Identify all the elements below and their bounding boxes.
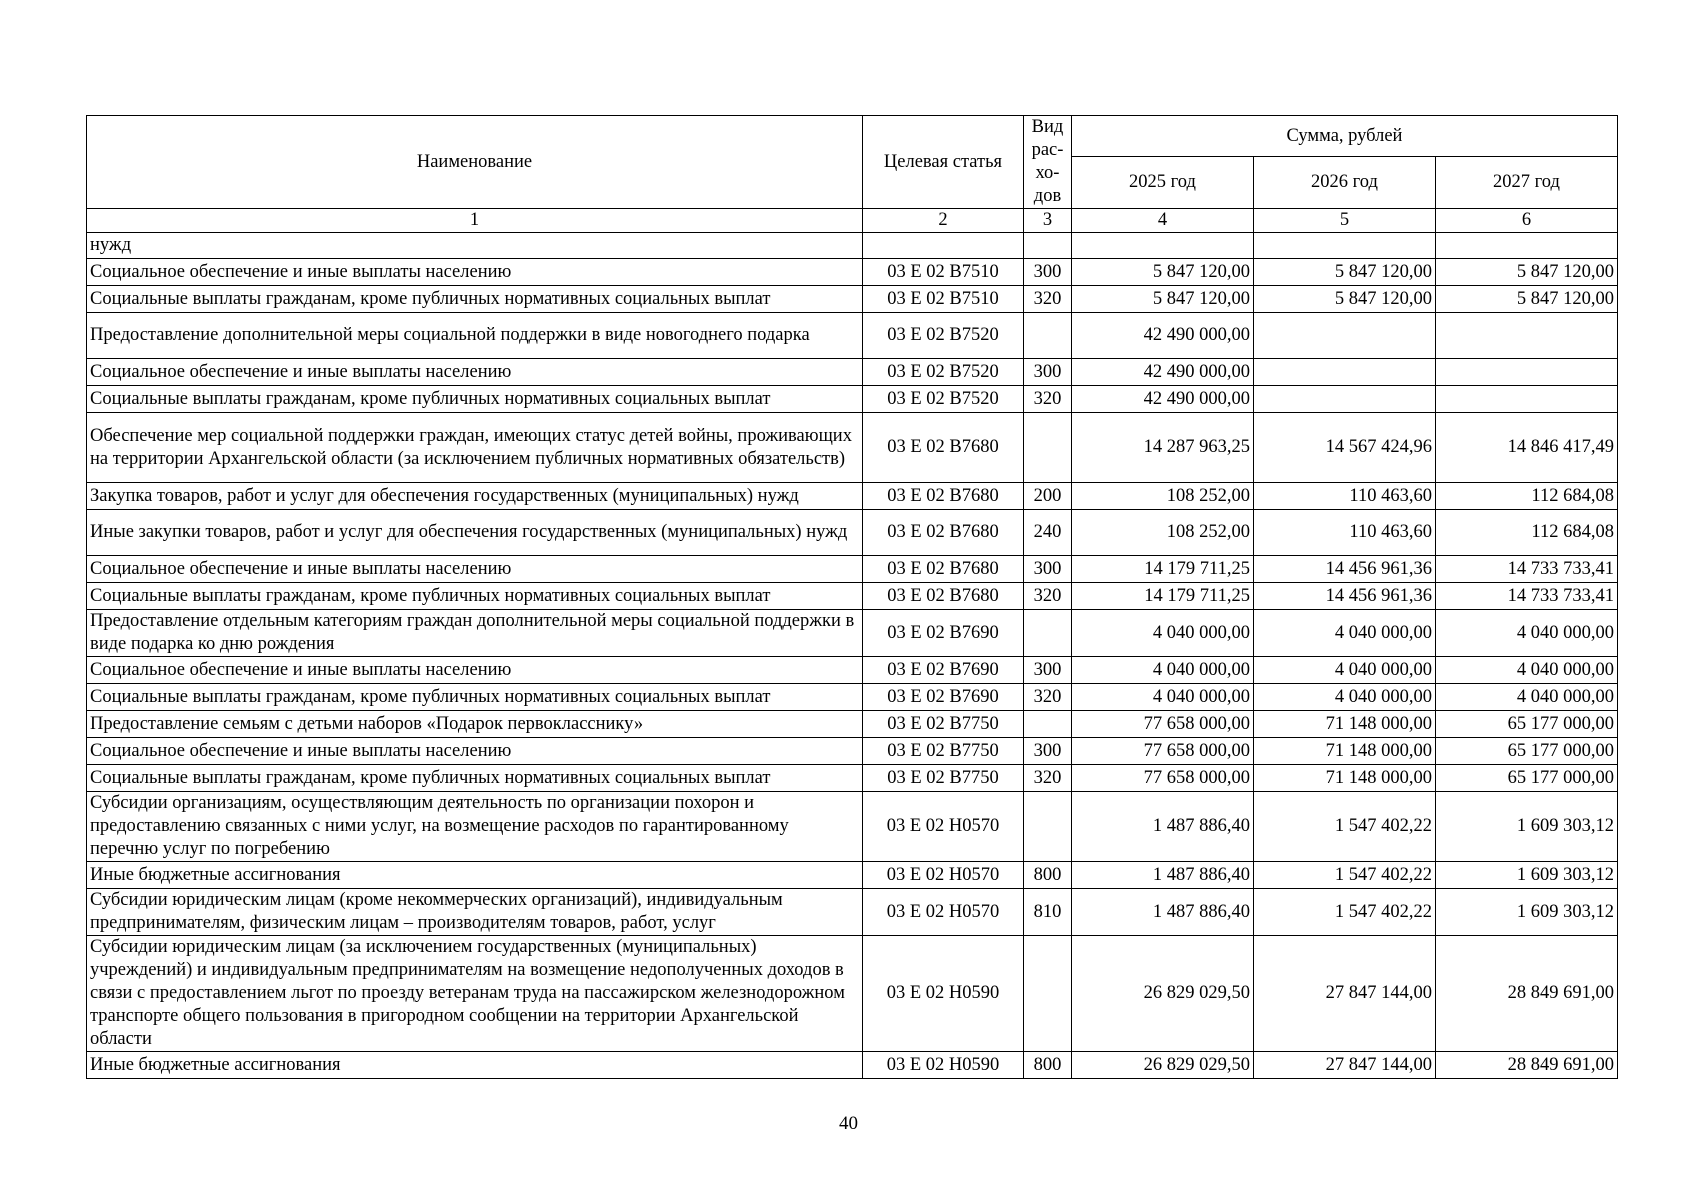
row-amount-2025: 77 658 000,00 (1072, 711, 1254, 738)
row-expense-type: 200 (1024, 483, 1072, 510)
row-target-article (863, 233, 1024, 259)
row-amount-2027: 112 684,08 (1436, 510, 1618, 556)
row-amount-2026 (1254, 386, 1436, 413)
table-row (87, 711, 1618, 738)
row-expense-type: 300 (1024, 657, 1072, 684)
row-amount-2025: 14 287 963,25 (1072, 413, 1254, 483)
row-name: Субсидии юридическим лицам (кроме некоммерческих организаций), индивидуальным предпринимателям, физическим лицам – производителям товаров, работ, услуг (87, 889, 863, 936)
row-amount-2025: 14 179 711,25 (1072, 583, 1254, 610)
row-name: Социальное обеспечение и иные выплаты населению (87, 259, 863, 286)
table-row (87, 386, 1618, 413)
table-row (87, 1052, 1618, 1079)
row-amount-2027 (1436, 233, 1618, 259)
row-amount-2027: 5 847 120,00 (1436, 259, 1618, 286)
row-amount-2027: 14 733 733,41 (1436, 556, 1618, 583)
row-amount-2025: 1 487 886,40 (1072, 862, 1254, 889)
table-row (87, 583, 1618, 610)
row-amount-2025: 5 847 120,00 (1072, 286, 1254, 313)
row-amount-2027: 28 849 691,00 (1436, 1052, 1618, 1079)
row-target-article: 03 Е 02 В7680 (863, 583, 1024, 610)
row-name: Социальное обеспечение и иные выплаты населению (87, 556, 863, 583)
row-amount-2027: 1 609 303,12 (1436, 889, 1618, 936)
row-amount-2027: 5 847 120,00 (1436, 286, 1618, 313)
row-amount-2026: 27 847 144,00 (1254, 936, 1436, 1052)
row-target-article: 03 Е 02 В7690 (863, 684, 1024, 711)
column-number: 1 (87, 209, 863, 233)
row-name: Предоставление отдельным категориям граждан дополнительной меры социальной поддержки в виде подарка ко дню рождения (87, 610, 863, 657)
row-amount-2027: 4 040 000,00 (1436, 657, 1618, 684)
row-amount-2026: 27 847 144,00 (1254, 1052, 1436, 1079)
column-number: 3 (1024, 209, 1072, 233)
table-row (87, 313, 1618, 359)
row-expense-type: 810 (1024, 889, 1072, 936)
row-name: Закупка товаров, работ и услуг для обеспечения государственных (муниципальных) нужд (87, 483, 863, 510)
row-amount-2027 (1436, 386, 1618, 413)
row-amount-2026: 71 148 000,00 (1254, 738, 1436, 765)
header-year-2025: 2025 год (1072, 157, 1254, 209)
budget-table (86, 115, 1618, 1079)
row-expense-type: 300 (1024, 556, 1072, 583)
row-amount-2025: 4 040 000,00 (1072, 657, 1254, 684)
row-target-article: 03 Е 02 В7520 (863, 386, 1024, 413)
row-amount-2025: 77 658 000,00 (1072, 765, 1254, 792)
row-expense-type (1024, 413, 1072, 483)
row-target-article: 03 Е 02 В7690 (863, 657, 1024, 684)
row-amount-2026: 110 463,60 (1254, 510, 1436, 556)
table-row (87, 483, 1618, 510)
row-target-article: 03 Е 02 В7680 (863, 556, 1024, 583)
row-amount-2025: 5 847 120,00 (1072, 259, 1254, 286)
row-expense-type: 320 (1024, 765, 1072, 792)
row-expense-type: 320 (1024, 386, 1072, 413)
row-target-article: 03 Е 02 Н0590 (863, 936, 1024, 1052)
table-row (87, 792, 1618, 862)
row-amount-2025: 26 829 029,50 (1072, 936, 1254, 1052)
row-target-article: 03 Е 02 В7680 (863, 483, 1024, 510)
row-amount-2027 (1436, 359, 1618, 386)
row-amount-2025: 108 252,00 (1072, 483, 1254, 510)
row-name: Обеспечение мер социальной поддержки граждан, имеющих статус детей войны, проживающих на территории Архангельской области (за исключением публичных нормативных обязательств) (87, 413, 863, 483)
table-row (87, 684, 1618, 711)
row-amount-2027: 65 177 000,00 (1436, 711, 1618, 738)
row-expense-type (1024, 792, 1072, 862)
row-target-article: 03 Е 02 В7750 (863, 765, 1024, 792)
row-expense-type: 300 (1024, 259, 1072, 286)
row-amount-2026: 71 148 000,00 (1254, 765, 1436, 792)
row-target-article: 03 Е 02 В7520 (863, 313, 1024, 359)
row-amount-2026: 4 040 000,00 (1254, 657, 1436, 684)
row-target-article: 03 Е 02 В7680 (863, 413, 1024, 483)
table-row (87, 610, 1618, 657)
table-row (87, 862, 1618, 889)
row-name: Социальные выплаты гражданам, кроме публичных нормативных социальных выплат (87, 684, 863, 711)
row-amount-2027: 28 849 691,00 (1436, 936, 1618, 1052)
row-expense-type (1024, 610, 1072, 657)
table-row (87, 359, 1618, 386)
row-name: Субсидии организациям, осуществляющим деятельность по организации похорон и предоставлению связанных с ними услуг, на возмещение расходов по гарантированному перечню услуг по погребению (87, 792, 863, 862)
row-target-article: 03 Е 02 В7510 (863, 259, 1024, 286)
row-name: Иные бюджетные ассигнования (87, 1052, 863, 1079)
row-amount-2026: 4 040 000,00 (1254, 684, 1436, 711)
row-name: Социальные выплаты гражданам, кроме публичных нормативных социальных выплат (87, 286, 863, 313)
row-name: Социальные выплаты гражданам, кроме публичных нормативных социальных выплат (87, 386, 863, 413)
row-amount-2027: 65 177 000,00 (1436, 765, 1618, 792)
row-expense-type (1024, 936, 1072, 1052)
row-name: Социальные выплаты гражданам, кроме публичных нормативных социальных выплат (87, 583, 863, 610)
row-expense-type: 240 (1024, 510, 1072, 556)
row-expense-type: 300 (1024, 359, 1072, 386)
row-amount-2027: 112 684,08 (1436, 483, 1618, 510)
table-row (87, 413, 1618, 483)
table-row (87, 657, 1618, 684)
table-row (87, 936, 1618, 1052)
row-target-article: 03 Е 02 Н0570 (863, 889, 1024, 936)
row-amount-2025: 1 487 886,40 (1072, 889, 1254, 936)
row-name: Иные закупки товаров, работ и услуг для обеспечения государственных (муниципальных) нужд (87, 510, 863, 556)
row-amount-2025: 14 179 711,25 (1072, 556, 1254, 583)
row-amount-2025: 4 040 000,00 (1072, 684, 1254, 711)
row-amount-2025: 42 490 000,00 (1072, 386, 1254, 413)
table-row (87, 259, 1618, 286)
header-sum-group: Сумма, рублей (1072, 116, 1618, 157)
row-amount-2026: 14 567 424,96 (1254, 413, 1436, 483)
row-amount-2027 (1436, 313, 1618, 359)
row-target-article: 03 Е 02 В7510 (863, 286, 1024, 313)
row-target-article: 03 Е 02 В7690 (863, 610, 1024, 657)
row-target-article: 03 Е 02 Н0570 (863, 862, 1024, 889)
row-expense-type: 800 (1024, 862, 1072, 889)
row-amount-2027: 65 177 000,00 (1436, 738, 1618, 765)
table-header (87, 116, 1618, 233)
row-amount-2027: 1 609 303,12 (1436, 862, 1618, 889)
header-target-article: Целевая статья (863, 116, 1024, 209)
row-name: Социальное обеспечение и иные выплаты населению (87, 738, 863, 765)
row-amount-2027: 4 040 000,00 (1436, 684, 1618, 711)
table-row (87, 233, 1618, 259)
table-row (87, 286, 1618, 313)
row-amount-2026: 14 456 961,36 (1254, 583, 1436, 610)
row-expense-type: 800 (1024, 1052, 1072, 1079)
table-row (87, 510, 1618, 556)
row-amount-2026: 1 547 402,22 (1254, 862, 1436, 889)
row-amount-2026: 5 847 120,00 (1254, 259, 1436, 286)
column-number: 4 (1072, 209, 1254, 233)
row-amount-2025: 4 040 000,00 (1072, 610, 1254, 657)
row-amount-2026: 110 463,60 (1254, 483, 1436, 510)
page-number: 40 (839, 1113, 858, 1134)
row-amount-2026 (1254, 313, 1436, 359)
row-name: Предоставление семьям с детьми наборов «Подарок первокласснику» (87, 711, 863, 738)
row-expense-type (1024, 233, 1072, 259)
row-target-article: 03 Е 02 В7750 (863, 738, 1024, 765)
column-number: 6 (1436, 209, 1618, 233)
row-target-article: 03 Е 02 В7750 (863, 711, 1024, 738)
row-name: Социальное обеспечение и иные выплаты населению (87, 359, 863, 386)
row-expense-type: 300 (1024, 738, 1072, 765)
table-row (87, 765, 1618, 792)
column-number: 5 (1254, 209, 1436, 233)
header-expense-type: Вид рас-хо-дов (1024, 116, 1072, 209)
row-amount-2027: 14 733 733,41 (1436, 583, 1618, 610)
row-amount-2026: 4 040 000,00 (1254, 610, 1436, 657)
row-amount-2026: 71 148 000,00 (1254, 711, 1436, 738)
row-expense-type: 320 (1024, 286, 1072, 313)
row-expense-type (1024, 711, 1072, 738)
row-amount-2027: 4 040 000,00 (1436, 610, 1618, 657)
row-name: нужд (87, 233, 863, 259)
row-amount-2025: 1 487 886,40 (1072, 792, 1254, 862)
row-name: Социальное обеспечение и иные выплаты населению (87, 657, 863, 684)
table-row (87, 738, 1618, 765)
header-name: Наименование (87, 116, 863, 209)
row-expense-type: 320 (1024, 583, 1072, 610)
row-name: Субсидии юридическим лицам (за исключением государственных (муниципальных) учреждений) и индивидуальным предпринимателям на возмещение недополученных доходов в связи с предоставлением льгот по проезду ветеранам труда на пассажирском железнодорожном транспорте общего пользования в пригородном сообщении на территории Архангельской области (87, 936, 863, 1052)
table-row (87, 556, 1618, 583)
row-amount-2027: 14 846 417,49 (1436, 413, 1618, 483)
column-number: 2 (863, 209, 1024, 233)
table-row (87, 889, 1618, 936)
row-amount-2026 (1254, 359, 1436, 386)
row-amount-2026: 5 847 120,00 (1254, 286, 1436, 313)
row-target-article: 03 Е 02 В7680 (863, 510, 1024, 556)
row-expense-type (1024, 313, 1072, 359)
column-number-row (87, 209, 1618, 233)
row-target-article: 03 Е 02 Н0570 (863, 792, 1024, 862)
row-amount-2025: 42 490 000,00 (1072, 313, 1254, 359)
header-year-2027: 2027 год (1436, 157, 1618, 209)
row-amount-2026 (1254, 233, 1436, 259)
row-amount-2026: 1 547 402,22 (1254, 792, 1436, 862)
table-body (87, 233, 1618, 1079)
row-target-article: 03 Е 02 В7520 (863, 359, 1024, 386)
header-year-2026: 2026 год (1254, 157, 1436, 209)
row-amount-2025: 108 252,00 (1072, 510, 1254, 556)
row-expense-type: 320 (1024, 684, 1072, 711)
row-amount-2025: 77 658 000,00 (1072, 738, 1254, 765)
row-name: Иные бюджетные ассигнования (87, 862, 863, 889)
row-amount-2025: 26 829 029,50 (1072, 1052, 1254, 1079)
row-amount-2025 (1072, 233, 1254, 259)
row-target-article: 03 Е 02 Н0590 (863, 1052, 1024, 1079)
row-name: Предоставление дополнительной меры социальной поддержки в виде новогоднего подарка (87, 313, 863, 359)
row-name: Социальные выплаты гражданам, кроме публичных нормативных социальных выплат (87, 765, 863, 792)
row-amount-2027: 1 609 303,12 (1436, 792, 1618, 862)
row-amount-2025: 42 490 000,00 (1072, 359, 1254, 386)
row-amount-2026: 14 456 961,36 (1254, 556, 1436, 583)
row-amount-2026: 1 547 402,22 (1254, 889, 1436, 936)
